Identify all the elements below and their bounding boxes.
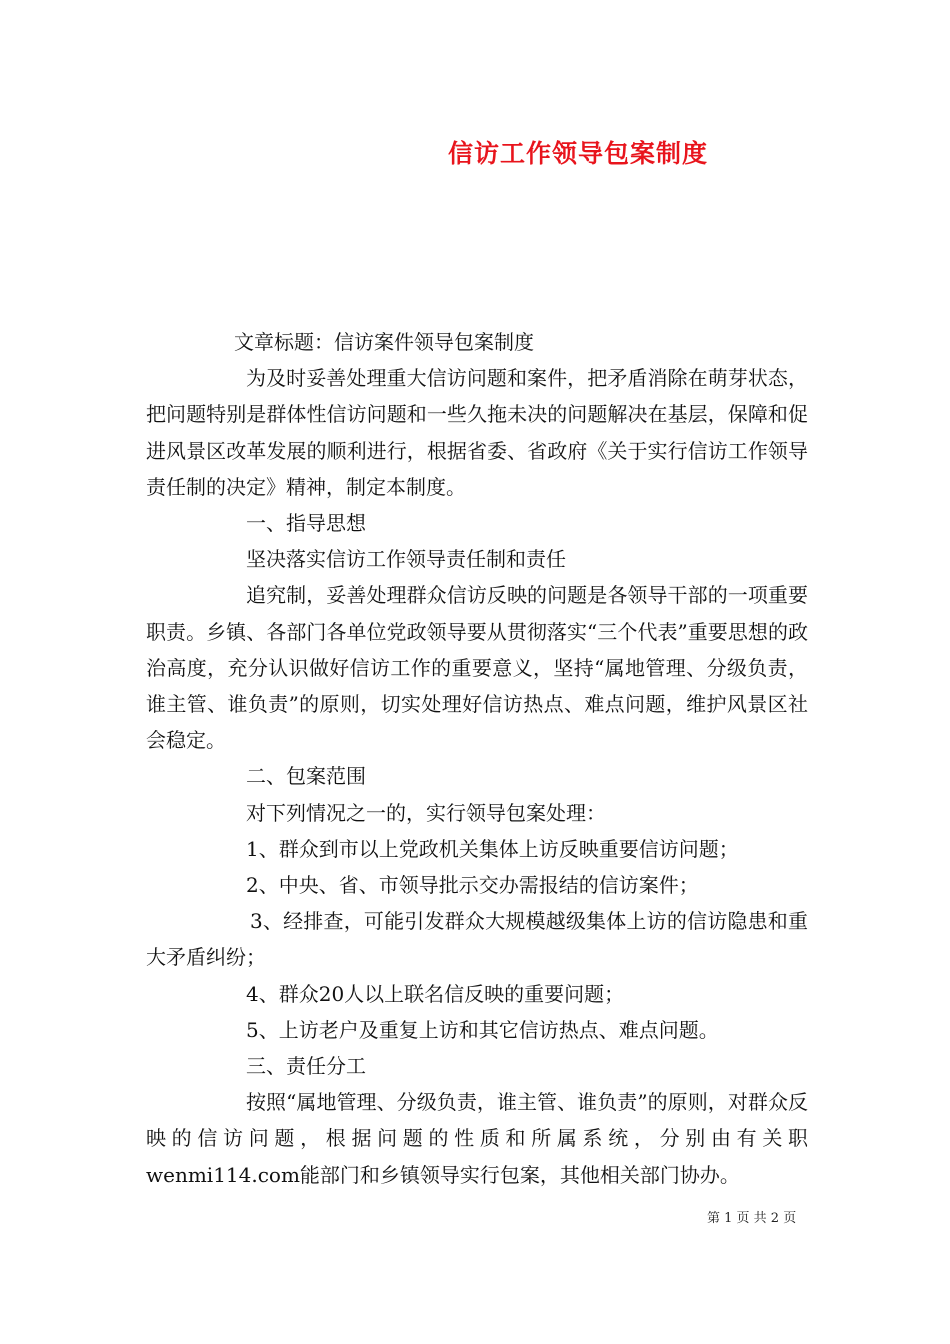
section-heading-3: 三、责任分工: [246, 1054, 366, 1079]
page-number-footer: 第 1 页 共 2 页: [707, 1211, 797, 1226]
paragraph: 按照“属地管理、分级负责，谁主管、谁负责”的原则，对群众反映的信访问题，根据问题的性质和所属系统，分别由有关职wenmi114.com能部门和乡镇领导实行包案，其他相关部门协办。: [146, 1090, 808, 1187]
document-body: [146, 324, 808, 1193]
list-item: 4、群众20人以上联名信反映的重要问题；: [246, 981, 625, 1006]
list-item: 1、群众到市以上党政机关集体上访反映重要信访问题；: [246, 836, 739, 861]
section-heading-2: 二、包案范围: [246, 764, 366, 789]
document-title: 信访工作领导包案制度: [447, 139, 708, 168]
intro-paragraph: 为及时妥善处理重大信访问题和案件，把矛盾消除在萌芽状态，把问题特别是群体性信访问题和一些久拖未决的问题解决在基层，保障和促进风景区改革发展的顺利进行，根据省委、省政府《关于实行信访工作领导责任制的决定》精神，制定本制度。: [146, 366, 808, 499]
paragraph-line: 坚决落实信访工作领导责任制和责任: [246, 547, 566, 572]
section-heading-1: 一、指导思想: [246, 511, 366, 536]
list-item: 5、上访老户及重复上访和其它信访热点、难点问题。: [246, 1017, 719, 1042]
paragraph-line: 对下列情况之一的，实行领导包案处理：: [246, 800, 606, 825]
paragraph: 追究制，妥善处理群众信访反映的问题是各领导干部的一项重要职责。乡镇、各部门各单位党政领导要从贯彻落实“三个代表”重要思想的政治高度，充分认识做好信访工作的重要意义，坚持“属地管理、分级负责，谁主管、谁负责”的原则，切实处理好信访热点、难点问题，维护风景区社会稳定。: [146, 583, 808, 753]
list-item: 3、经排查，可能引发群众大规模越级集体上访的信访隐患和重大矛盾纠纷；: [146, 909, 808, 970]
list-item: 2、中央、省、市领导批示交办需报结的信访案件；: [246, 873, 699, 898]
article-title-line: 文章标题：信访案件领导包案制度: [234, 330, 534, 354]
